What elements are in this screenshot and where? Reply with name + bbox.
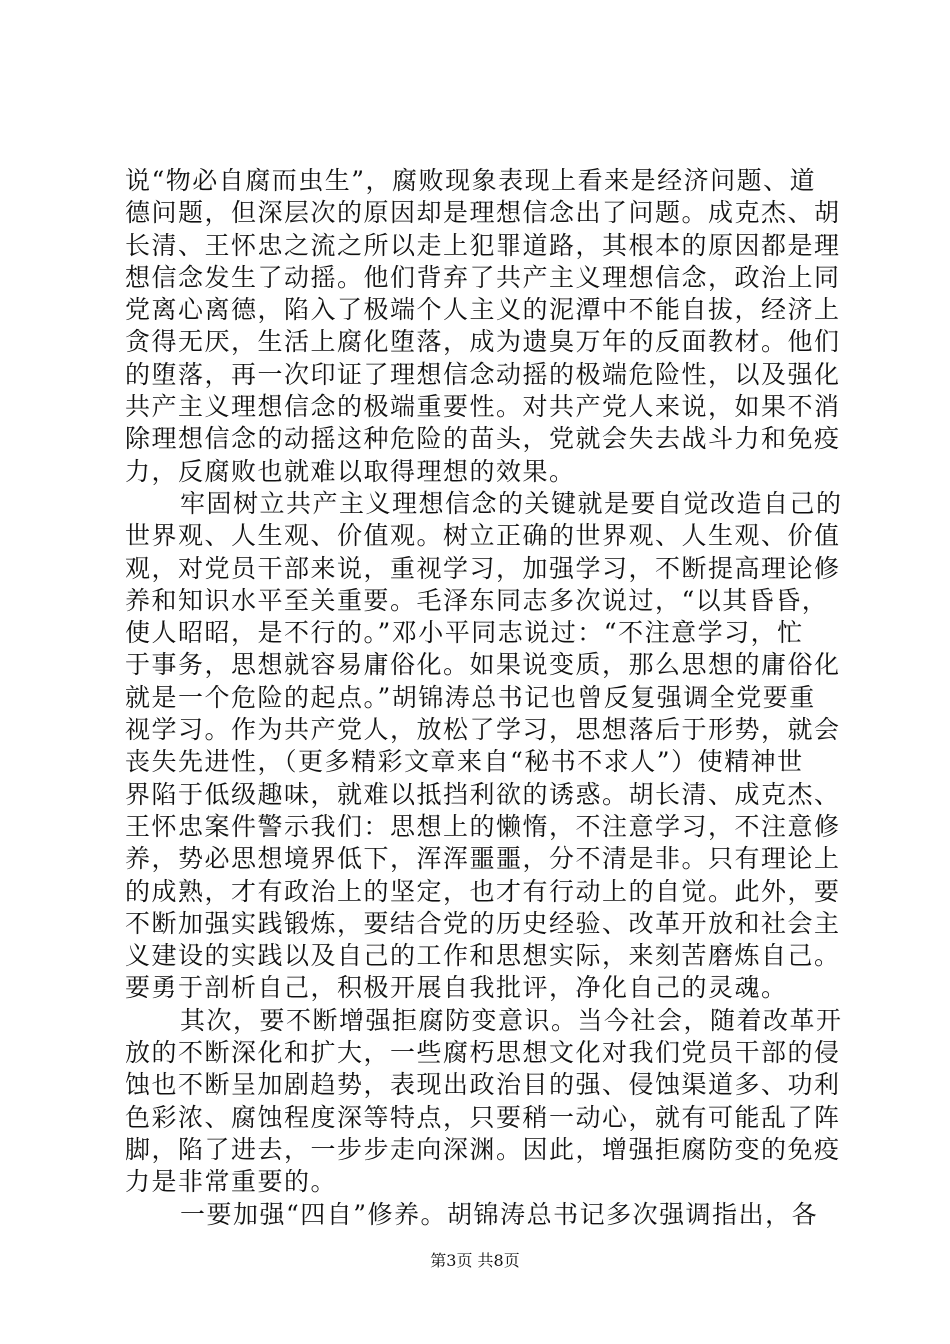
text-line: 王怀忠案件警示我们：思想上的懒惰，不注意学习，不注意修 [125,811,841,841]
text-line: 蚀也不断呈加剧趋势，表现出政治目的强、侵蚀渠道多、功利 [125,1070,841,1100]
text-line: 德问题，但深层次的原因却是理想信念出了问题。成克杰、胡 [125,198,841,228]
text-line: 于事务，思想就容易庸俗化。如果说变质，那么思想的庸俗化 [125,650,841,680]
text-line: 界陷于低级趣味，就难以抵挡利欲的诱惑。胡长清、成克杰、 [125,779,841,809]
text-line: 共产主义理想信念的极端重要性。对共产党人来说，如果不消 [125,392,841,422]
text-line: 放的不断深化和扩大，一些腐朽思想文化对我们党员干部的侵 [125,1038,841,1068]
text-line: 党离心离德，陷入了极端个人主义的泥潭中不能自拔，经济上 [125,295,841,325]
paragraph-start-line: 其次，要不断增强拒腐防变意识。当今社会，随着改革开 [180,1005,843,1035]
text-line: 世界观、人生观、价值观。树立正确的世界观、人生观、价值 [125,521,841,551]
text-line: 就是一个危险的起点。”胡锦涛总书记也曾反复强调全党要重 [125,682,816,712]
paragraph-start-line: 牢固树立共产主义理想信念的关键就是要自觉改造自己的 [180,488,843,518]
text-line: 的堕落，再一次印证了理想信念动摇的极端危险性，以及强化 [125,359,841,389]
document-body [125,165,843,1231]
page-number-footer: 第3页 共8页 [430,1251,520,1270]
text-line: 视学习。作为共产党人，放松了学习，思想落后于形势，就会 [125,715,841,745]
text-line: 力，反腐败也就难以取得理想的效果。 [125,456,576,486]
text-line: 除理想信念的动摇这种危险的苗头，党就会失去战斗力和免疫 [125,424,841,454]
text-line: 的成熟，才有政治上的坚定，也才有行动上的自觉。此外，要 [125,876,841,906]
text-line: 义建设的实践以及自己的工作和思想实际，来刻苦磨炼自己。 [125,941,841,971]
text-line: 脚，陷了进去，一步步走向深渊。因此，增强拒腐防变的免疫 [125,1134,841,1164]
text-line: 使人昭昭，是不行的。”邓小平同志说过：“不注意学习，忙 [125,618,804,648]
text-line: 观，对党员干部来说，重视学习，加强学习，不断提高理论修 [125,553,841,583]
text-line: 说“物必自腐而虫生”，腐败现象表现上看来是经济问题、道 [125,166,817,195]
text-line: 要勇于剖析自己，积极开展自我批评，净化自己的灵魂。 [125,973,788,1003]
text-line: 色彩浓、腐蚀程度深等特点，只要稍一动心，就有可能乱了阵 [125,1102,841,1132]
text-line: 力是非常重要的。 [125,1167,338,1197]
text-line: 养和知识水平至关重要。毛泽东同志多次说过，“以其昏昏， [125,585,829,615]
text-line: 贪得无厌，生活上腐化堕落，成为遗臭万年的反面教材。他们 [125,327,841,357]
paragraph-start-line: 一要加强“四自”修养。胡锦涛总书记多次强调指出，各 [180,1199,819,1229]
text-line: 想信念发生了动摇。他们背弃了共产主义理想信念，政治上同 [125,262,841,292]
text-line: 长清、王怀忠之流之所以走上犯罪道路，其根本的原因都是理 [125,230,841,260]
text-line: 丧失先进性，（更多精彩文章来自“秘书不求人”）使精神世 [125,747,804,777]
text-line: 养，势必思想境界低下，浑浑噩噩，分不清是非。只有理论上 [125,844,841,874]
text-line: 不断加强实践锻炼，要结合党的历史经验、改革开放和社会主 [125,908,841,938]
